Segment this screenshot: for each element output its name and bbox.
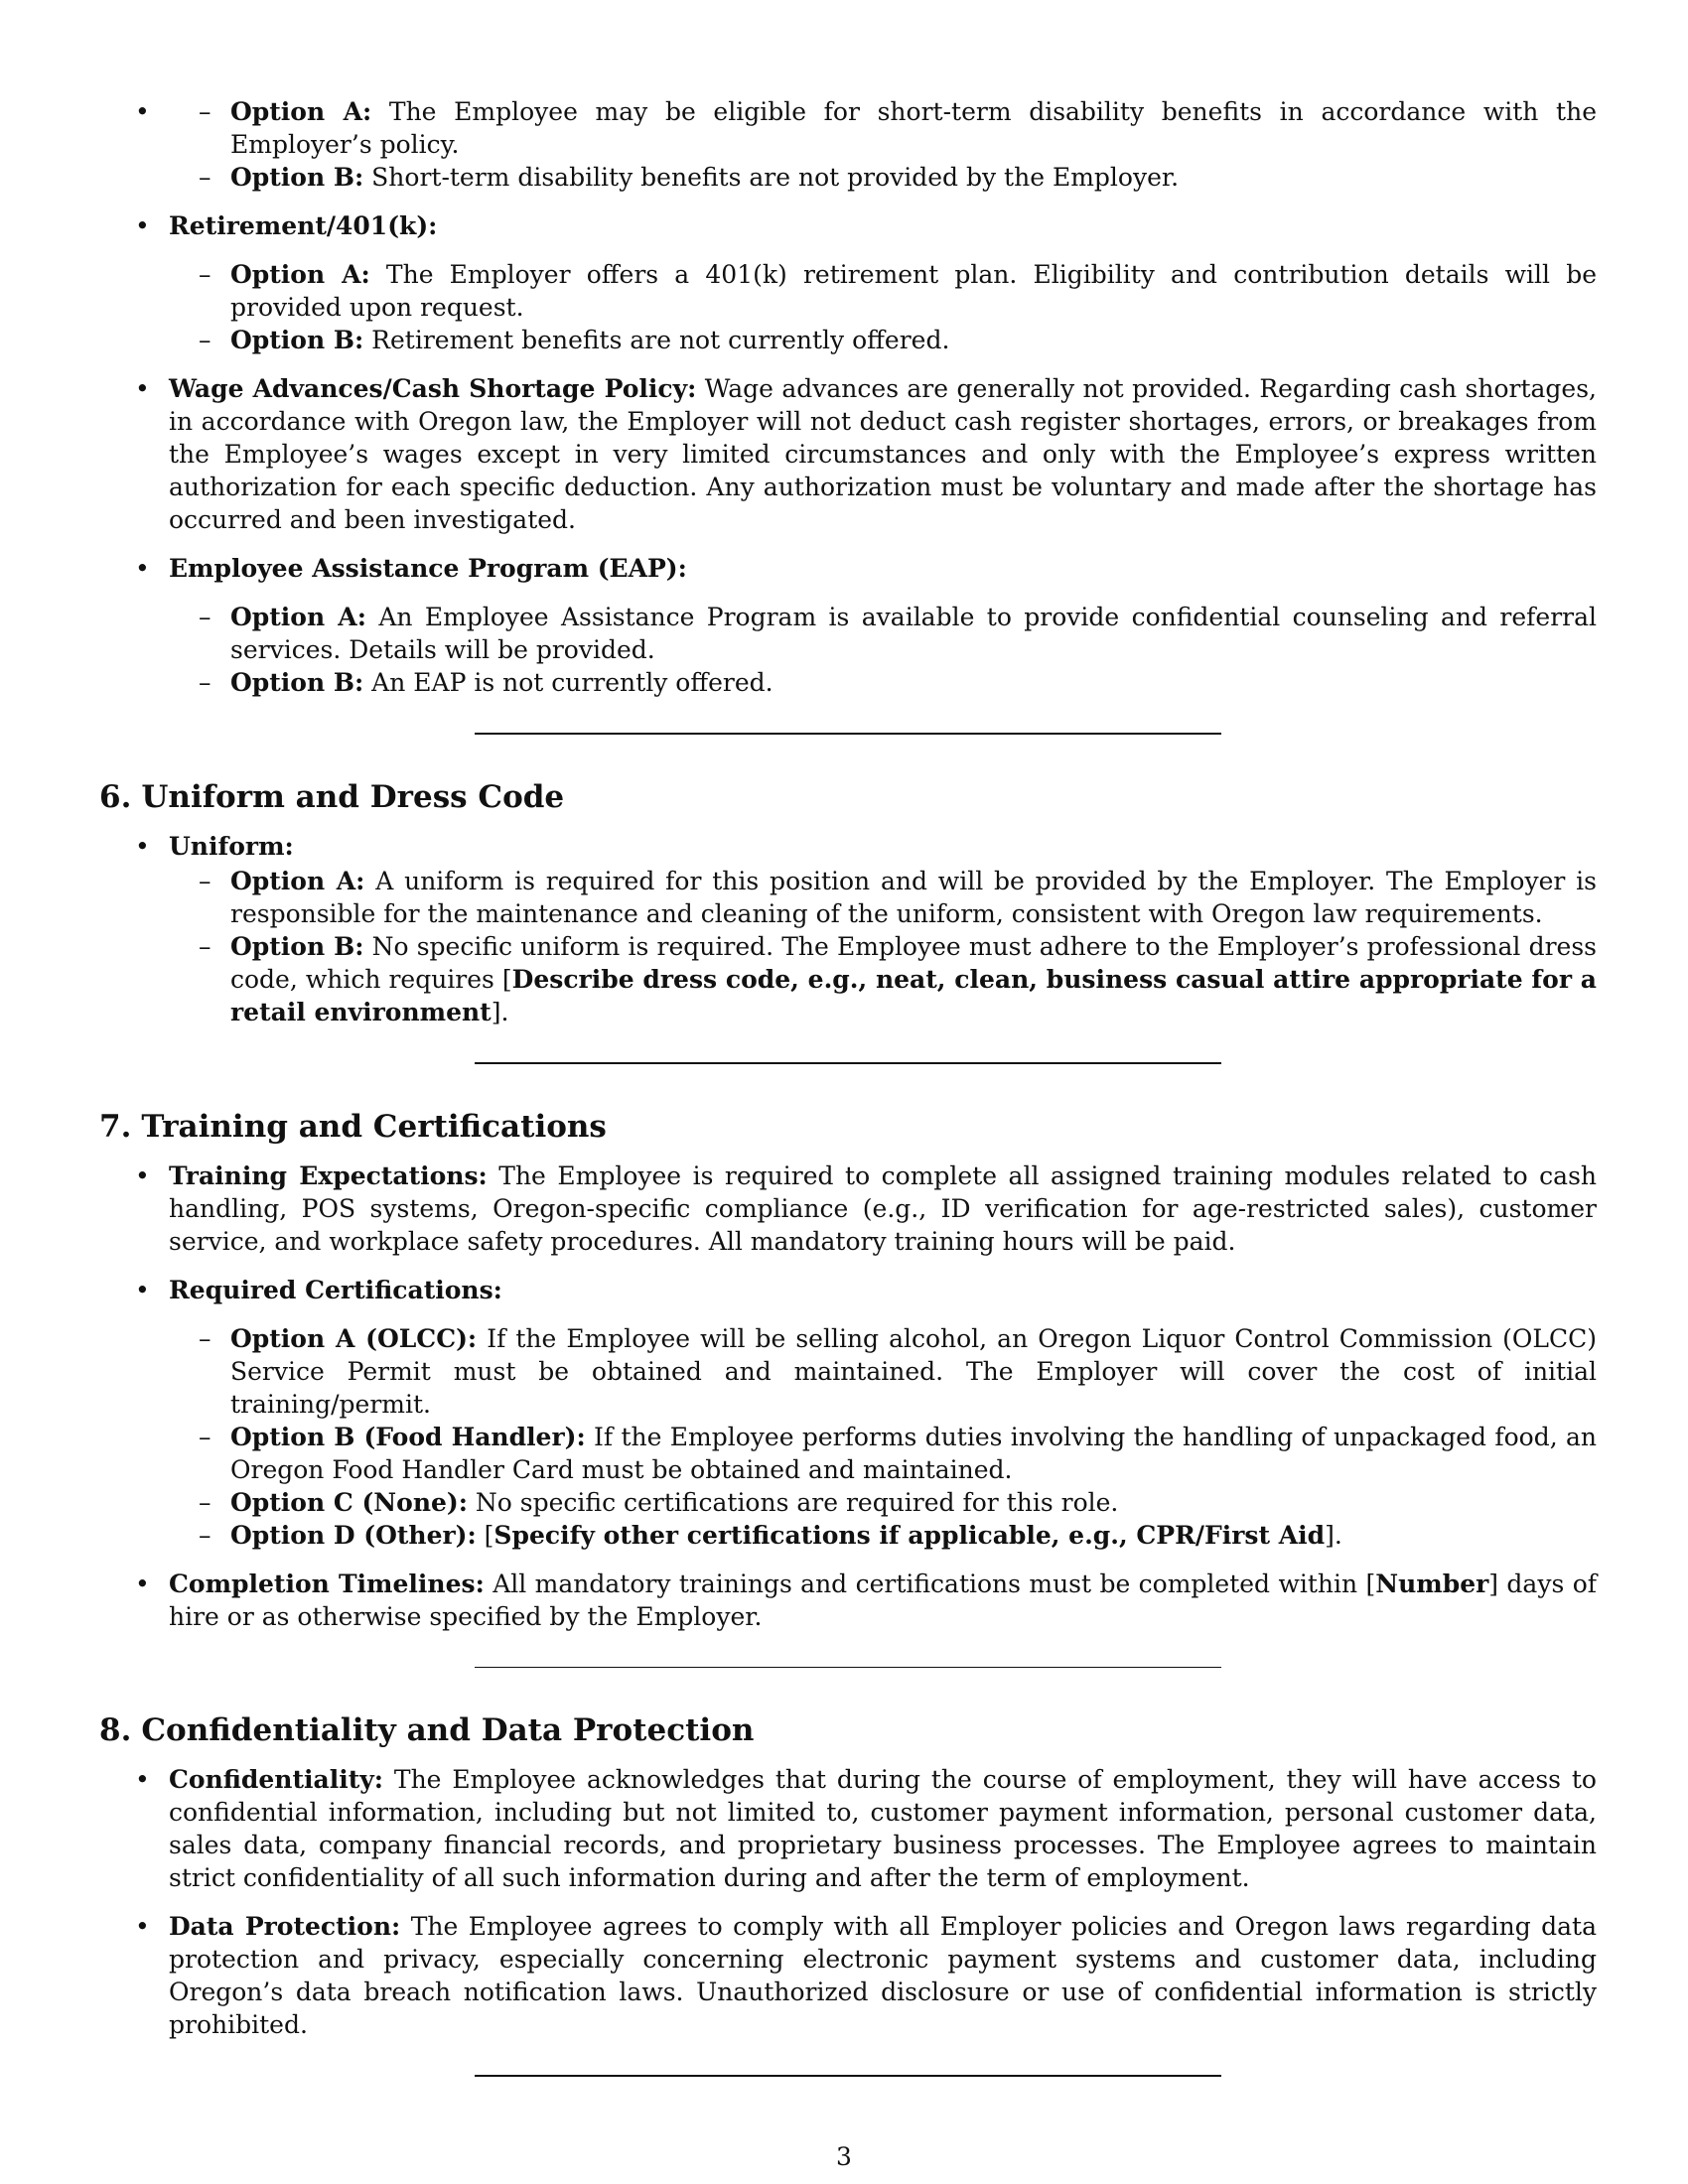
item-title: Required Certifications: — [169, 1276, 502, 1304]
list-item-wage-advances: • Wage Advances/Cash Shortage Policy: Wage advances are generally not provided. Regarding cash shortages, in accordance with Oregon law, the Employer will not deduct cash register shortages, errors, or breakages from the Employee’s wages except in very limited circumstances and only with the Employee’s express written authorization for each specific deduction. Any authorization must be voluntary and made after the shortage has occurred and been investigated. — [99, 372, 1597, 536]
eap-option-b: – Option B: An EAP is not currently offered. — [169, 666, 1597, 699]
option-label: Option B: — [230, 163, 364, 192]
cert-option-b: – Option B (Food Handler): If the Employee performs duties involving the handling of unpackaged food, an Oregon Food Handler Card must be obtained and maintained. — [169, 1421, 1597, 1486]
uniform-option-b: – Option B: No specific uniform is required. The Employee must adhere to the Employer’s professional dress code, which requires [Describe dress code, e.g., neat, clean, business casual attire appropriate for a retail environment]. — [169, 930, 1597, 1028]
training-list — [99, 1160, 1597, 1633]
document-page — [99, 95, 1597, 2120]
cert-option-d: – Option D (Other): [Specify other certifications if applicable, e.g., CPR/First Aid]. — [169, 1519, 1597, 1552]
list-item-short-term-disability — [99, 95, 1597, 194]
item-title: Retirement/401(k): — [169, 211, 438, 240]
section-heading-confidentiality: 8. Confidentiality and Data Protection — [99, 1712, 755, 1748]
item-title: Training Expectations: — [169, 1161, 488, 1190]
std-option-a: – • Option A: The Employee may be eligible for short-term disability benefits in accordance with the Employer’s policy. — [169, 95, 1597, 161]
section-divider — [475, 733, 1221, 735]
uniform-options — [169, 865, 1597, 1028]
std-options — [169, 95, 1597, 194]
item-title: Data Protection: — [169, 1912, 401, 1941]
list-item-uniform — [99, 830, 1597, 1028]
item-title: Confidentiality: — [169, 1765, 384, 1794]
section-divider — [475, 1062, 1221, 1064]
section-heading-training: 7. Training and Certifications — [99, 1109, 607, 1145]
ret-option-b: – Option B: Retirement benefits are not currently offered. — [169, 324, 1597, 356]
eap-option-a: – Option A: An Employee Assistance Program is available to provide confidential counseling and referral services. Details will be provided. — [169, 601, 1597, 666]
uniform-list — [99, 830, 1597, 1028]
list-item-data-protection: • Data Protection: The Employee agrees to comply with all Employer policies and Oregon laws regarding data protection and privacy, especially concerning electronic payment systems and customer data, including Oregon’s data breach notification laws. Unauthorized disclosure or use of confidential information is strictly prohibited. — [99, 1910, 1597, 2041]
option-label: Option A: — [230, 97, 372, 126]
cert-option-a: – Option A (OLCC): If the Employee will be selling alcohol, an Oregon Liquor Control Commission (OLCC) Service Permit must be obtained and maintained. The Employer will cover the cost of initial training/permit. — [169, 1322, 1597, 1421]
benefits-list-2 — [99, 209, 1597, 699]
retirement-options — [169, 258, 1597, 356]
item-title: Completion Timelines: — [169, 1570, 485, 1598]
benefits-list — [99, 95, 1597, 194]
std-option-b: – Option B: Short-term disability benefits are not provided by the Employer. — [169, 161, 1597, 194]
list-item-completion-timelines: • Completion Timelines: All mandatory trainings and certifications must be completed within [Number] days of hire or as otherwise specified by the Employer. — [99, 1568, 1597, 1633]
uniform-option-a: – Option A: A uniform is required for this position and will be provided by the Employer. The Employer is responsible for the maintenance and cleaning of the uniform, consistent with Oregon law requirements. — [169, 865, 1597, 930]
placeholder-field: Number — [1375, 1570, 1489, 1598]
confidentiality-list — [99, 1763, 1597, 2041]
eap-options — [169, 601, 1597, 699]
section-divider — [475, 2075, 1221, 2077]
certification-options — [169, 1322, 1597, 1552]
item-title: Wage Advances/Cash Shortage Policy: — [169, 374, 697, 403]
item-title: Employee Assistance Program (EAP): — [169, 554, 687, 583]
list-item-eap — [99, 552, 1597, 699]
list-item-confidentiality: • Confidentiality: The Employee acknowledges that during the course of employment, they will have access to confidential information, including but not limited to, customer payment information, personal customer data, sales data, company financial records, and proprietary business processes. The Employee agrees to maintain strict confidentiality of all such information during and after the term of employment. — [99, 1763, 1597, 1894]
section-divider — [475, 1667, 1221, 1668]
section-heading-uniform: 6. Uniform and Dress Code — [99, 779, 565, 815]
ret-option-a: – Option A: The Employer offers a 401(k) retirement plan. Eligibility and contribution details will be provided upon request. — [169, 258, 1597, 324]
page-number: 3 — [836, 2142, 852, 2171]
placeholder-field: Specify other certifications if applicable, e.g., CPR/First Aid — [493, 1521, 1326, 1550]
placeholder-field: Describe dress code, e.g., neat, clean, business casual attire appropriate for a retail environment — [230, 965, 1597, 1026]
item-title: Uniform: — [169, 832, 294, 861]
list-item-required-certifications — [99, 1274, 1597, 1552]
cert-option-c: – Option C (None): No specific certifications are required for this role. — [169, 1486, 1597, 1519]
list-item-retirement — [99, 209, 1597, 356]
list-item-training-expectations: • Training Expectations: The Employee is required to complete all assigned training modules related to cash handling, POS systems, Oregon-specific compliance (e.g., ID verification for age-restricted sales), customer service, and workplace safety procedures. All mandatory training hours will be paid. — [99, 1160, 1597, 1258]
